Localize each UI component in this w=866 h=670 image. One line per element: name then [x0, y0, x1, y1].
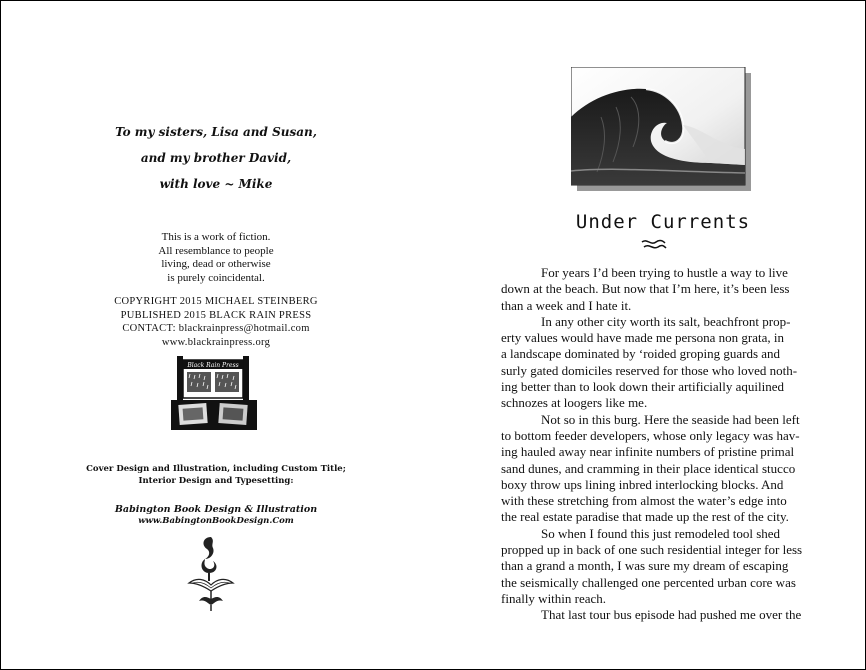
contact-line: CONTACT: blackrainpress@hotmail.com [122, 323, 310, 334]
body-line: a landscape dominated by ‘roided groping guards and [501, 346, 781, 362]
body-line: ing hauled away near infinite numbers of pristine primal [501, 444, 795, 460]
body-line: surly gated domiciles reserved for those who loved noth- [501, 362, 798, 378]
body-line: than a grand a month, I was sure my dream of escaping [501, 558, 789, 574]
publisher-logo [171, 356, 257, 432]
body-line: the seismically challenged one percented urban core was [501, 574, 796, 590]
left-page [1, 1, 431, 669]
design-credits [61, 463, 371, 487]
designer-url: www.BabingtonBookDesign.Com [138, 516, 294, 526]
body-line: That last tour bus episode had pushed me over the [541, 607, 802, 623]
publisher-logo-text: Black Rain Press [187, 362, 239, 369]
published-line: PUBLISHED 2015 BLACK RAIN PRESS [120, 309, 312, 321]
body-line: In any other city worth its salt, beachfront prop- [541, 313, 791, 329]
body-line: the real estate paradise that made up the rest of the city. [501, 509, 789, 525]
body-line: erty values would have made me persona non grata, in [501, 330, 785, 346]
body-line: to bottom feeder developers, whose only legacy was hav- [501, 427, 800, 443]
dedication-line: and my brother David, [140, 151, 292, 165]
designer-block [61, 503, 371, 527]
dedication-line: To my sisters, Lisa and Susan, [115, 125, 317, 139]
body-line: So when I found this just remodeled tool shed [541, 525, 781, 541]
designer-emblem-icon [181, 533, 241, 613]
chapter-body [501, 265, 806, 624]
body-line: sand dunes, and cramming in their place identical stucco [501, 460, 796, 476]
body-line: propped up in back of one such residential integer for less [501, 542, 803, 558]
body-line: finally within reach. [501, 590, 607, 606]
body-line: boxy throw ups lining inbred interlocking blocks. And [501, 476, 784, 492]
wave-illustration [571, 67, 751, 191]
fiction-notice-line: This is a work of fiction. [161, 231, 271, 243]
fiction-notice [61, 231, 371, 285]
credits-line: Cover Design and Illustration, including Custom Title; [86, 464, 346, 474]
copyright-line: COPYRIGHT 2015 MICHAEL STEINBERG [114, 296, 318, 307]
fiction-notice-line: is purely coincidental. [167, 271, 265, 284]
chapter-title: Under Currents [575, 211, 751, 233]
designer-name: Babington Book Design & Illustration [114, 504, 318, 515]
dedication [61, 119, 371, 197]
right-page [433, 1, 865, 669]
title-swash-icon [640, 237, 668, 251]
body-line: down at the beach. But now that I’m here, it’s been less [501, 281, 790, 297]
body-line: For years I’d been trying to hustle a way to live [541, 265, 788, 280]
credits-line: Interior Design and Typesetting: [138, 476, 294, 486]
fiction-notice-line: All resemblance to people [158, 244, 274, 257]
body-line: schnozes at loogers like me. [501, 395, 648, 411]
fiction-notice-line: living, dead or otherwise [161, 258, 271, 270]
dedication-line: with love ~ Mike [159, 177, 273, 191]
copyright-block [61, 295, 371, 349]
body-line: Not so in this burg. Here the seaside had been left [541, 411, 800, 427]
website-line: www.blackrainpress.org [161, 336, 271, 348]
body-line: ing better than to look down their artificially aquilined [501, 379, 785, 395]
body-line: than a week and I hate it. [501, 297, 632, 313]
body-line: with these stretching from almost the water’s edge into [501, 493, 787, 509]
